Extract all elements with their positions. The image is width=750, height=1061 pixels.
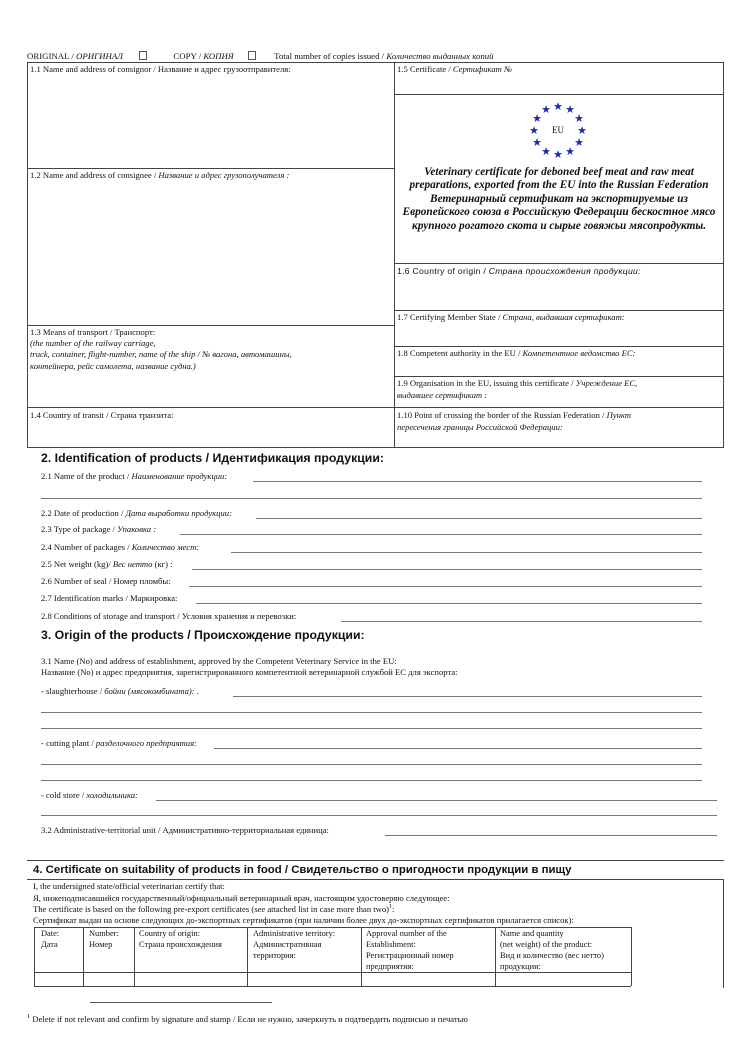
eu-star: ★	[541, 145, 551, 158]
footnote-separator	[90, 1002, 272, 1003]
section-4-heading: 4. Certificate on suitability of products in food / Свидетельство о пригодности продукции в пищу	[33, 864, 572, 876]
certifying-state-field[interactable]: 1.7 Certifying Member State / Страна, выдавшая сертификат:	[397, 312, 625, 322]
copy-label: COPY /	[173, 51, 204, 61]
production-date-input[interactable]	[256, 518, 702, 519]
eu-star: ★	[553, 100, 563, 113]
transport-field[interactable]: 1.3 Means of transport / Транспорт: (the number of the railway carriage, truck, container, flight-number, name of the ship / № вагона, автомашины, контейнера, рейс самолета, название судна.)	[30, 327, 392, 405]
copies-header: ORIGINAL / ОРИГИНАЛ COPY / КОПИЯ Total number of copies issued / Количество выданных копий	[27, 51, 494, 61]
transit-label: 1.4 Country of transit / Страна транзита:	[30, 410, 174, 420]
eu-star: ★	[532, 136, 542, 149]
cutting-plant-input[interactable]	[214, 748, 702, 749]
consignor-field[interactable]	[30, 64, 392, 167]
cutting-plant-input-3[interactable]	[41, 780, 702, 781]
table-header-approval-number: Approval number of the Establishment: Регистрационный номер предприятия:	[366, 929, 454, 971]
product-name-input-2[interactable]	[41, 498, 702, 499]
cold-store-input-2[interactable]	[41, 815, 717, 816]
cold-store-label: - cold store / холодильника:	[41, 790, 138, 800]
certifying-state-label: 1.7 Certifying Member State /	[397, 312, 503, 322]
section-4-right-rule	[723, 879, 724, 988]
slaughterhouse-input[interactable]	[233, 696, 702, 697]
eu-star: ★	[577, 124, 587, 137]
certificate-title	[398, 166, 720, 233]
border-crossing-label: 1.10 Point of crossing the border of the Russian Federation /	[397, 410, 607, 420]
eu-flag-logo	[527, 100, 589, 162]
pre-export-text-ru: Сертификат выдан на основе следующих до-экспортных сертификатов (при наличии более двух до-экспортных сертификатов прилагается список):	[33, 915, 574, 925]
table-header-number: Number: Номер	[89, 929, 119, 949]
footnote-text: Delete if not relevant and confirm by signature and stamp / Если не нужно, зачеркнуть и подтвердить подписью и печатью	[30, 1013, 468, 1024]
net-weight-input[interactable]	[192, 569, 702, 570]
storage-conditions-label: 2.8 Conditions of storage and transport / Условия хранения и перевозки:	[41, 611, 297, 621]
section-2-heading: 2. Identification of products / Идентификация продукции:	[41, 451, 385, 465]
eu-star: ★	[574, 112, 584, 125]
table-header-country: Country of origin: Страна происхождения	[139, 929, 222, 949]
footnote	[27, 1013, 468, 1024]
cold-store-input[interactable]	[156, 800, 717, 801]
table-header-product-quantity: Name and quantity (net weight) of the product: Вид и количество (вес нетто) продукции:	[500, 929, 604, 971]
issuing-organisation-field[interactable]: 1.9 Organisation in the EU, issuing this certificate / Учреждение ЕС, выдавшее сертификат :	[397, 378, 638, 400]
eu-star: ★	[565, 103, 575, 116]
consignee-field[interactable]: 1.2 Name and address of consignee / Название и адрес грузополучателя :	[30, 170, 290, 180]
certify-text-en: I, the undersigned state/official veterinarian certify that:	[33, 881, 225, 891]
certificate-number-field[interactable]: 1.5 Certificate / Сертификат №	[397, 64, 513, 74]
admin-unit-label: 3.2 Administrative-territorial unit / Административно-территориальная единица:	[41, 825, 329, 835]
admin-unit-input[interactable]	[385, 835, 717, 836]
seal-number-input[interactable]	[189, 586, 702, 587]
original-label: ORIGINAL /	[27, 51, 77, 61]
total-copies-label: Total number of copies issued /	[274, 51, 387, 61]
consignee-label: 1.2 Name and address of consignee /	[30, 170, 159, 180]
product-name-label: 2.1 Name of the product / Наименование продукции:	[41, 471, 228, 481]
competent-authority-label: 1.8 Competent authority in the EU /	[397, 348, 523, 358]
establishment-intro-en: 3.1 Name (No) and address of establishment, approved by the Competent Veterinary Service in the EU:	[41, 656, 397, 666]
identification-marks-label: 2.7 Identification marks / Маркировка:	[41, 593, 178, 603]
original-checkbox[interactable]	[139, 51, 147, 60]
certify-text-ru: Я, нижеподписавшийся государственный/официальный ветеринарный врач, настоящим удостоверяю следующее:	[33, 893, 450, 903]
eu-star: ★	[553, 148, 563, 161]
transit-field[interactable]	[30, 410, 392, 445]
certificate-title-ru: Ветеринарный сертификат на экспортируемые из Европейского союза в Российскую Федерации бескостное мясо крупного рогатого скота и сырые говяжьи мясопродукты.	[402, 192, 716, 232]
eu-star: ★	[532, 112, 542, 125]
table-header-date: Date: Дата	[41, 929, 60, 949]
package-count-input[interactable]	[231, 552, 702, 553]
seal-number-label: 2.6 Number of seal / Номер пломбы:	[41, 576, 171, 586]
border-crossing-field[interactable]: 1.10 Point of crossing the border of the Russian Federation / Пункт пересечения границы Российской Федерации:	[397, 410, 631, 432]
package-type-input[interactable]	[180, 534, 702, 535]
section-4-bottom-rule	[27, 879, 724, 880]
issuing-organisation-label: 1.9 Organisation in the EU, issuing this certificate /	[397, 378, 576, 388]
country-of-origin-field[interactable]: 1.6 Country of origin / Страна происхождения продукции:	[397, 266, 641, 276]
slaughterhouse-input-2[interactable]	[41, 712, 702, 713]
transport-label: 1.3 Means of transport / Транспорт:	[30, 327, 156, 337]
certificate-title-en: Veterinary certificate for deboned beef meat and raw meat preparations, exported from the EU into the Russian Federation	[409, 166, 709, 192]
slaughterhouse-label: - slaughterhouse / бойни (мясокомбината): .	[41, 686, 199, 696]
cutting-plant-label: - cutting plant / разделочного предприятия:	[41, 738, 197, 748]
eu-star: ★	[529, 124, 539, 137]
footnote-mark: 1	[27, 1013, 31, 1020]
eu-star: ★	[565, 145, 575, 158]
package-count-label: 2.4 Number of packages / Количество мест:	[41, 542, 200, 552]
eu-star: ★	[541, 103, 551, 116]
cutting-plant-input-2[interactable]	[41, 764, 702, 765]
package-type-label: 2.3 Type of package / Упаковка :	[41, 524, 157, 534]
country-of-origin-label: 1.6 Country of origin /	[397, 266, 489, 276]
section-3-heading: 3. Origin of the products / Происхождение продукции:	[41, 628, 365, 642]
pre-export-text-en: The certificate is based on the following pre-export certificates (see attached list in case more than two)$^1$:	[33, 904, 395, 914]
copy-checkbox[interactable]	[248, 51, 256, 60]
identification-marks-input[interactable]	[196, 603, 702, 604]
eu-logo-text: EU	[552, 125, 564, 135]
production-date-label: 2.2 Date of production / Дата выработки продукции:	[41, 508, 232, 518]
competent-authority-field[interactable]: 1.8 Competent authority in the EU / Компетентное ведомство ЕС:	[397, 348, 636, 358]
net-weight-label: 2.5 Net weight (kg)/ Вес нетто (кг) :	[41, 559, 173, 569]
consignor-label: 1.1 Name and address of consignor / Название и адрес грузоотправителя:	[30, 64, 291, 74]
slaughterhouse-input-3[interactable]	[41, 728, 702, 729]
section-4-top-rule	[27, 860, 724, 861]
product-name-input[interactable]	[253, 481, 702, 482]
establishment-intro-ru: Название (No) и адрес предприятия, зарегистрированного компетентной ветеринарной службой ЕС для экспорта:	[41, 667, 458, 677]
storage-conditions-input[interactable]	[341, 621, 702, 622]
eu-star: ★	[574, 136, 584, 149]
certificate-number-label: 1.5 Certificate /	[397, 64, 453, 74]
table-header-admin-territory: Administrative territory: Административная территория:	[253, 929, 336, 960]
